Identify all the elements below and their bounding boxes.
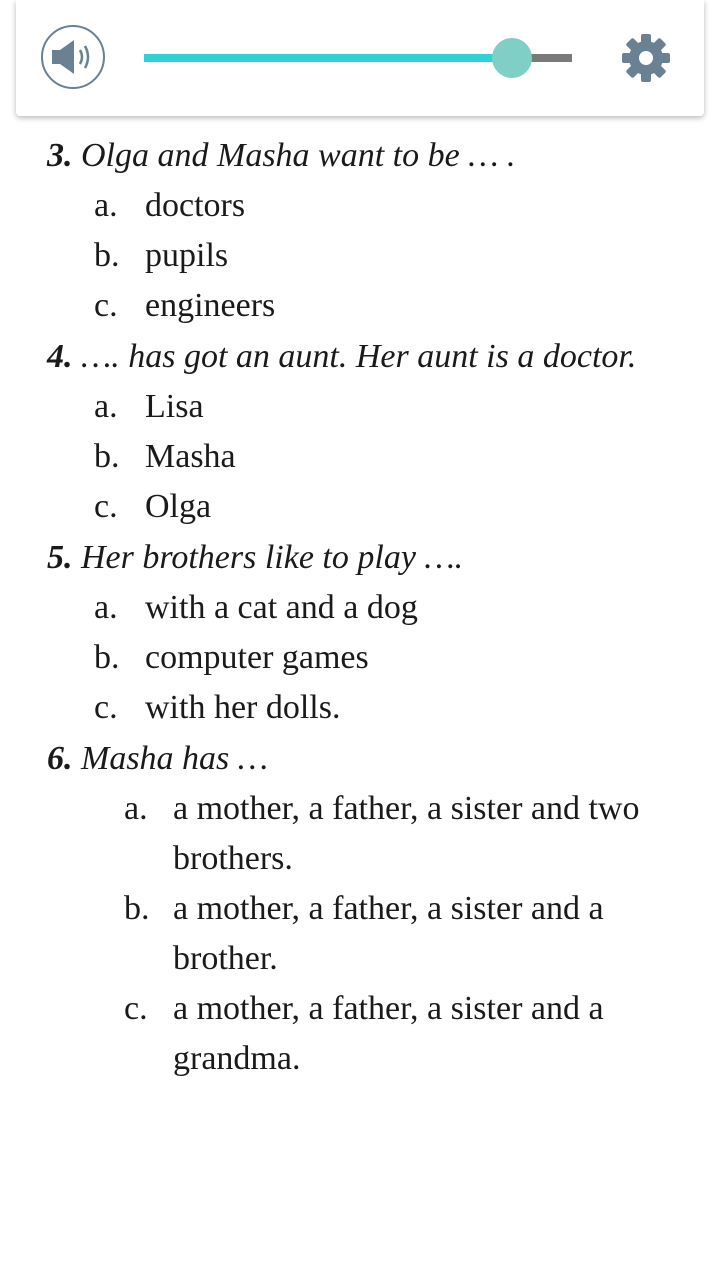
- question-3: [0, 130, 720, 181]
- option-label: a.: [94, 187, 118, 224]
- option-text: a mother, a father, a sister and a grandma.: [173, 990, 604, 1077]
- question-5: [0, 532, 720, 583]
- option-label: a.: [94, 589, 118, 626]
- option-label: b.: [94, 438, 120, 475]
- option-label: c.: [94, 689, 118, 726]
- option-c[interactable]: [0, 984, 720, 1084]
- audio-player-bar: [16, 0, 704, 116]
- option-label: b.: [124, 890, 150, 927]
- slider-fill: [144, 54, 512, 62]
- options-list: [0, 181, 720, 331]
- option-text: a mother, a father, a sister and two brothers.: [173, 790, 640, 877]
- option-b[interactable]: [0, 633, 720, 683]
- option-a[interactable]: [0, 583, 720, 633]
- option-text: engineers: [145, 287, 276, 324]
- slider-thumb[interactable]: [492, 38, 532, 78]
- option-b[interactable]: [0, 432, 720, 482]
- question-number: 5.: [47, 539, 73, 576]
- option-label: a.: [124, 790, 148, 827]
- speaker-icon: [49, 37, 97, 77]
- option-a[interactable]: [0, 181, 720, 231]
- option-b[interactable]: [0, 231, 720, 281]
- speaker-button[interactable]: [41, 25, 105, 89]
- option-text: a mother, a father, a sister and a brother.: [173, 890, 604, 977]
- option-label: a.: [94, 388, 118, 425]
- question-text: Masha has …: [81, 740, 269, 777]
- option-text: Olga: [145, 488, 212, 525]
- question-text: Her brothers like to play ….: [81, 539, 464, 576]
- options-list: [0, 784, 720, 1084]
- option-label: c.: [94, 488, 118, 525]
- option-text: pupils: [145, 237, 229, 274]
- option-a[interactable]: [0, 382, 720, 432]
- options-list: [0, 583, 720, 733]
- option-label: b.: [94, 639, 120, 676]
- option-c[interactable]: [0, 482, 720, 532]
- gear-icon: [620, 32, 672, 84]
- option-b[interactable]: [0, 884, 720, 984]
- question-4: [0, 331, 720, 382]
- option-text: Lisa: [145, 388, 204, 425]
- option-c[interactable]: [0, 683, 720, 733]
- option-text: doctors: [145, 187, 246, 224]
- option-text: with her dolls.: [145, 689, 341, 726]
- audio-progress-slider[interactable]: [144, 40, 572, 76]
- options-list: [0, 382, 720, 532]
- option-label: c.: [124, 990, 148, 1027]
- question-text: …. has got an aunt. Her aunt is a doctor.: [81, 338, 637, 375]
- option-label: b.: [94, 237, 120, 274]
- question-6: [0, 733, 720, 784]
- question-text: Olga and Masha want to be … .: [81, 137, 516, 174]
- question-number: 3.: [47, 137, 73, 174]
- option-text: Masha: [145, 438, 236, 475]
- quiz-content: [0, 130, 720, 1084]
- option-text: computer games: [145, 639, 369, 676]
- settings-button[interactable]: [620, 32, 672, 84]
- option-a[interactable]: [0, 784, 720, 884]
- option-label: c.: [94, 287, 118, 324]
- question-number: 4.: [47, 338, 73, 375]
- option-c[interactable]: [0, 281, 720, 331]
- option-text: with a cat and a dog: [145, 589, 418, 626]
- question-number: 6.: [47, 740, 73, 777]
